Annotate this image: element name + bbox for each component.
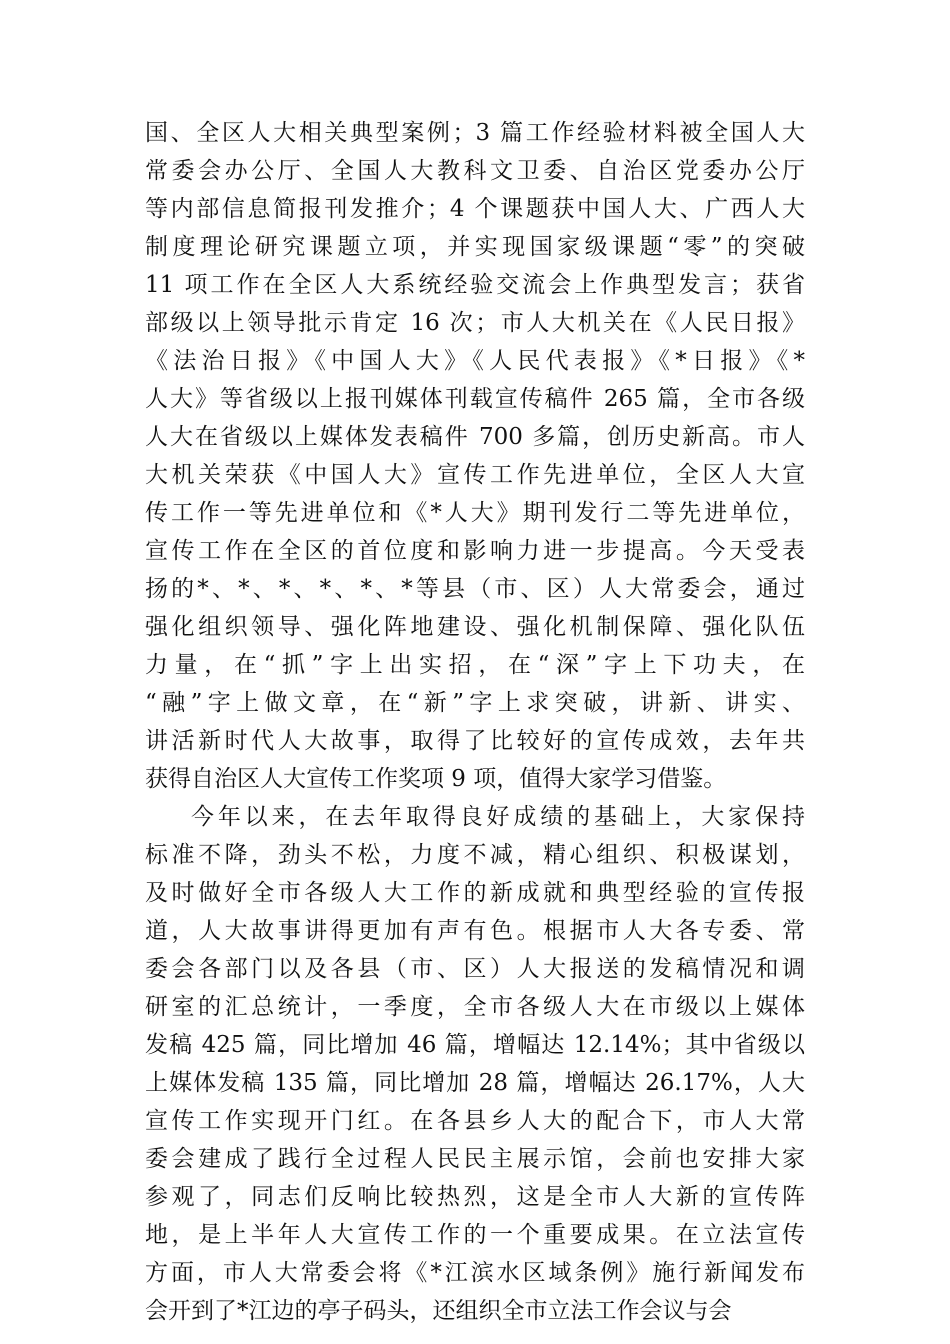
text-line: 宣传工作在全区的首位度和影响力进一步提高。今天受表	[145, 538, 805, 564]
text-line: 部级以上领导批示肯定 16 次；市人大机关在《人民日报》	[145, 310, 805, 336]
text-line: 地，是上半年人大宣传工作的一个重要成果。在立法宣传	[145, 1222, 805, 1248]
text-line: 强化组织领导、强化阵地建设、强化机制保障、强化队伍	[145, 614, 805, 640]
text-line: 传工作一等先进单位和《*人大》期刊发行二等先进单位，	[145, 500, 805, 526]
text-line: 制度理论研究课题立项，并实现国家级课题“零”的突破	[145, 234, 805, 260]
text-line: 发稿 425 篇，同比增加 46 篇，增幅达 12.14%；其中省级以	[145, 1032, 805, 1058]
text-line: 力量，在“抓”字上出实招，在“深”字上下功夫，在	[145, 652, 805, 678]
text-line: 扬的*、*、*、*、*、*等县（市、区）人大常委会，通过	[145, 576, 805, 602]
text-line: 会开到了*江边的亭子码头，还组织全市立法工作会议与会	[145, 1298, 732, 1324]
text-line: 获得自治区人大宣传工作奖项 9 项，值得大家学习借鉴。	[145, 766, 727, 792]
text-line: 人大在省级以上媒体发表稿件 700 多篇，创历史新高。市人	[145, 424, 805, 450]
text-line: 及时做好全市各级人大工作的新成就和典型经验的宣传报	[145, 880, 805, 906]
text-line: “融”字上做文章，在“新”字上求突破，讲新、讲实、	[145, 690, 805, 716]
text-line: 等内部信息简报刊发推介；4 个课题获中国人大、广西人大	[145, 196, 805, 222]
text-line: 今年以来，在去年取得良好成绩的基础上，大家保持	[191, 804, 805, 830]
paragraph	[145, 114, 805, 798]
document-body	[145, 114, 805, 1330]
text-line: 讲活新时代人大故事，取得了比较好的宣传成效，去年共	[145, 728, 805, 754]
text-line: 研室的汇总统计，一季度，全市各级人大在市级以上媒体	[145, 994, 805, 1020]
text-line: 方面，市人大常委会将《*江滨水区域条例》施行新闻发布	[145, 1260, 805, 1286]
text-line: 宣传工作实现开门红。在各县乡人大的配合下，市人大常	[145, 1108, 805, 1134]
text-line: 人大》等省级以上报刊媒体刊载宣传稿件 265 篇，全市各级	[145, 386, 805, 412]
text-line: 参观了，同志们反响比较热烈，这是全市人大新的宣传阵	[145, 1184, 805, 1210]
text-line: 国、全区人大相关典型案例；3 篇工作经验材料被全国人大	[145, 120, 805, 146]
text-line: 委会各部门以及各县（市、区）人大报送的发稿情况和调	[145, 956, 805, 982]
text-line: 委会建成了践行全过程人民民主展示馆，会前也安排大家	[145, 1146, 805, 1172]
text-line: 11 项工作在全区人大系统经验交流会上作典型发言；获省	[145, 272, 805, 298]
paragraph	[145, 798, 805, 1330]
text-line: 上媒体发稿 135 篇，同比增加 28 篇，增幅达 26.17%，人大	[145, 1070, 805, 1096]
text-line: 道，人大故事讲得更加有声有色。根据市人大各专委、常	[145, 918, 805, 944]
text-line: 标准不降，劲头不松，力度不减，精心组织、积极谋划，	[145, 842, 805, 868]
text-line: 《法治日报》《中国人大》《人民代表报》《*日报》《*	[145, 348, 805, 374]
text-line: 常委会办公厅、全国人大教科文卫委、自治区党委办公厅	[145, 158, 805, 184]
text-line: 大机关荣获《中国人大》宣传工作先进单位，全区人大宣	[145, 462, 805, 488]
